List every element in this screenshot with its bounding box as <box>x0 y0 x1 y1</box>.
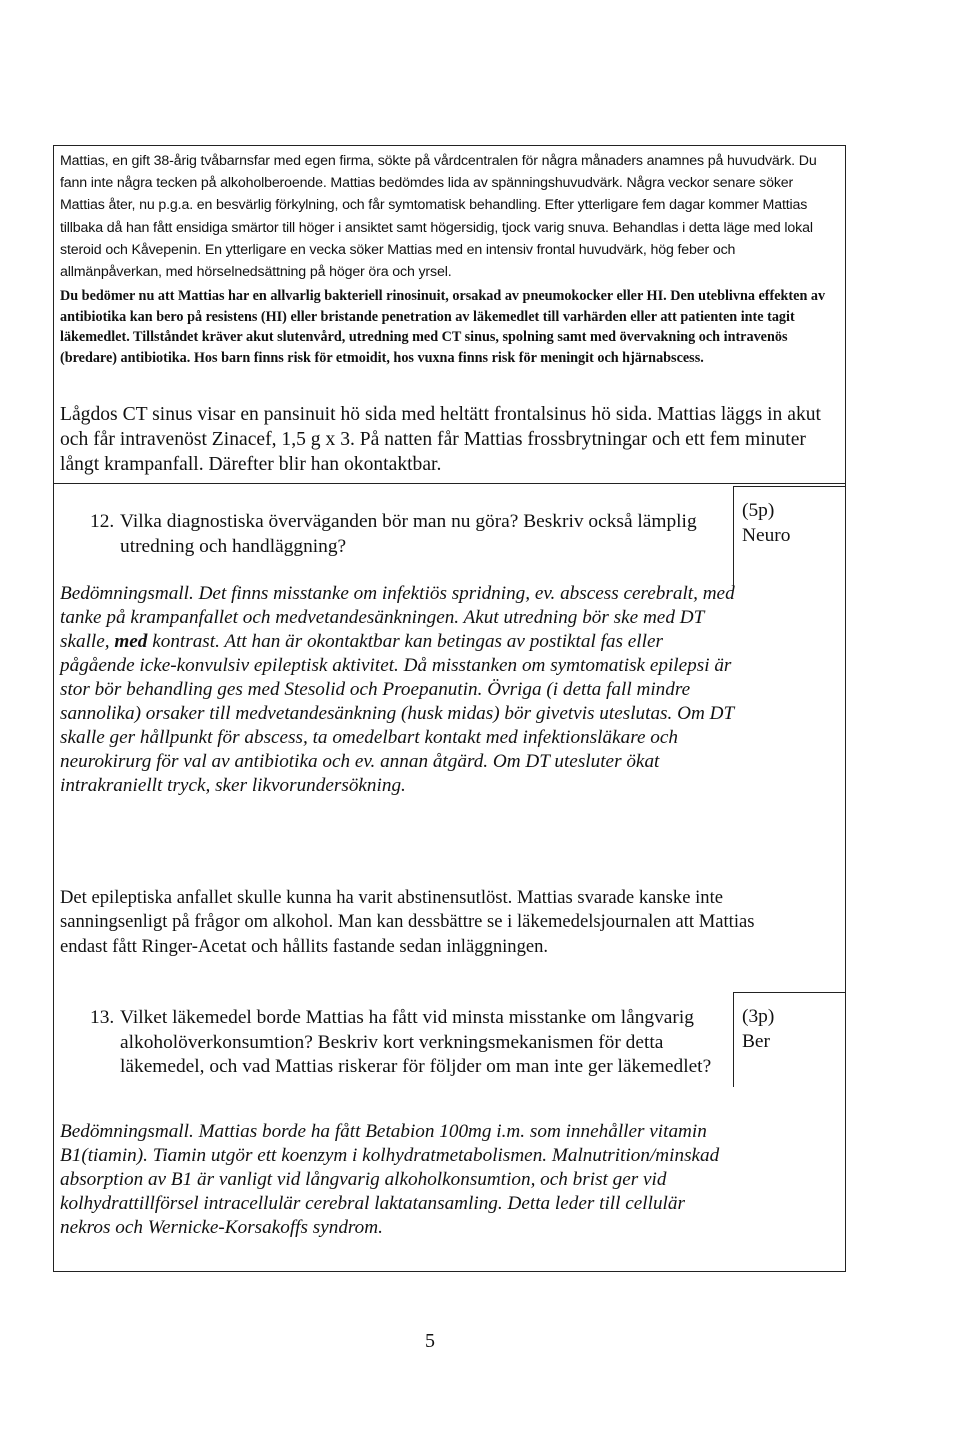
assessment-paragraph: Du bedömer nu att Mattias har en allvarlig bakteriell rinosinuit, orsakad av pneumokocker eller HI. Den uteblivna effekten av antibiotika kan bero på resistens (HI) eller bristande penetration av läkemedlet till varhärden eller att patienten inte tagit läkemedlet. Tillståndet kräver akut slutenvård, utredning med CT sinus, spolning samt med övervakning och intravenös (bredare) antibiotika. Hos barn finns risk för etmoidit, hos vuxna finns risk för meningit och hjärnabscess. <box>60 288 826 366</box>
question-12-points-box <box>733 486 846 586</box>
abstinence-info-paragraph: Det epileptiska anfallet skulle kunna ha varit abstinensutlöst. Mattias svarade kanske inte sanningsenligt på frågor om alkohol. Man kan dessbättre se i läkemedelsjournalen att Mattias endast fått Ringer-Acetat och hållits fastande sedan inläggningen. <box>60 887 755 957</box>
question-13-points-box <box>733 992 846 1087</box>
case-intro: Mattias, en gift 38-årig tvåbarnsfar med egen firma, sökte på vårdcentralen för några månaders anamnes på huvudvärk. Du fann inte några tecken på alkoholberoende. Mattias bedömdes lida av spänningshuvudvärk. Några veckor senare söker Mattias åter, nu p.g.a. en besvärlig förkylning, och får symtomatisk behandling. Efter ytterligare fem dagar kommer Mattias tillbaka då han fått ensidiga smärtor till höger i ansiktet samt högersidig, tjock varig snuva. Behandlas i detta läge med lokal steroid och Kåvepenin. En ytterligare en vecka söker Mattias med en intensiv frontal huvudvärk, hög feber och allmänpåverkan, med hörselnedsättning på höger öra och yrsel. <box>60 153 817 281</box>
page-number: 5 <box>425 1330 435 1352</box>
question-13-points: (3p) <box>742 1006 775 1027</box>
grading-12-text-b: kontrast. Att han är okontaktbar kan betingas av postiktal fas eller pågående icke-konvulsiv epileptisk aktivitet. Då misstanken om symtomatisk epilepsi är stor bör behandling ges med Stesolid och Proepanutin. Övriga (i detta fall mindre sannolika) orsaker till medvetandesänkning (husk midas) bör givetvis uteslutas. Om DT skalle ger hållpunkt för abscess, ta omedelbart kontakt med infektionsläkare och neurokirurg för val av antibiotika och ev. annan åtgärd. Om DT utesluter ökat intrakraniellt tryck, sker likvorundersökning. <box>60 631 734 796</box>
question-13-subject: Ber <box>742 1030 770 1052</box>
ct-findings-paragraph: Lågdos CT sinus visar en pansinuit hö sida med heltätt frontalsinus hö sida. Mattias läggs in akut och får intravenöst Zinacef, 1,5 g x 3. På natten får Mattias frossbrytningar och ett fem minuter långt krampanfall. Därefter blir han okontaktbar. <box>60 404 821 475</box>
grading-12-text-a: Bedömningsmall. Det finns misstanke om infektiös spridning, ev. abscess cerebralt, med tanke på krampanfallet och medvetandesänkningen. Akut utredning bör ske med DT skalle, <box>60 583 735 652</box>
grading-12 <box>60 582 735 798</box>
question-13-number: 13. <box>90 1007 115 1028</box>
section-divider <box>53 483 846 484</box>
question-12-number: 12. <box>90 511 115 532</box>
grading-12-emphasis: med <box>114 631 148 652</box>
question-12-text: Vilka diagnostiska överväganden bör man nu göra? Beskriv också lämplig utredning och handläggning? <box>120 511 697 557</box>
question-12-subject: Neuro <box>742 524 791 546</box>
question-13-text: Vilket läkemedel borde Mattias ha fått vid minsta misstanke om långvarig alkoholöverkonsumtion? Beskriv kort verkningsmekanismen för detta läkemedel, och vad Mattias riskerar för följder om man inte ger läkemedlet? <box>120 1007 712 1078</box>
question-12-points: (5p) <box>742 500 775 521</box>
grading-13: Bedömningsmall. Mattias borde ha fått Betabion 100mg i.m. som innehåller vitamin B1(tiamin). Tiamin utgör ett koenzym i kolhydratmetabolismen. Malnutrition/minskad absorption av B1 är vanligt vid långvarig alkoholkonsumtion, och brist ger vid kolhydrattillförsel intracellulär cerebral laktatansamling. Detta leder till cellulär nekros och Wernicke-Korsakoffs syndrom. <box>60 1121 720 1238</box>
